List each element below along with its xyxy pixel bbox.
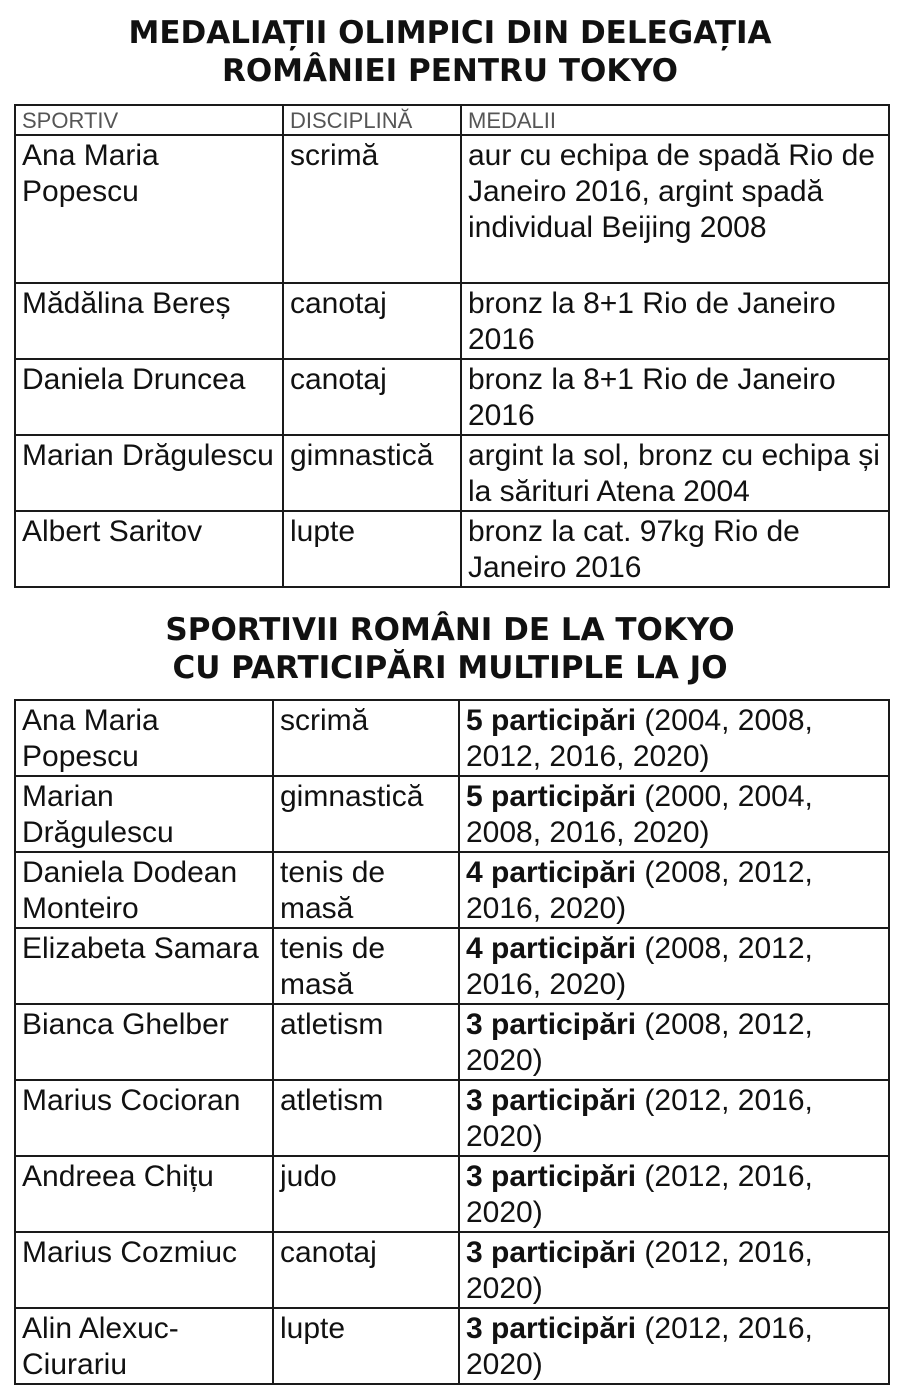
athlete-participations [459, 1308, 889, 1384]
athlete-medals: bronz la 8+1 Rio de Janeiro 2016 [461, 283, 889, 359]
participation-count: 5 participări [466, 780, 637, 813]
table-row [15, 1308, 889, 1384]
section2-title-line1: SPORTIVII ROMÂNI DE LA TOKYO [165, 612, 735, 648]
athlete-discipline: judo [273, 1156, 459, 1232]
athlete-participations [459, 1004, 889, 1080]
section1-title-line1: MEDALIAȚII OLIMPICI DIN DELEGAȚIA [128, 15, 772, 51]
athlete-discipline: atletism [273, 1004, 459, 1080]
athlete-name: Alin Alexuc-Ciurariu [15, 1308, 273, 1384]
table-row [15, 776, 889, 852]
athlete-name: Elizabeta Samara [15, 928, 273, 1004]
table-row [15, 852, 889, 928]
athlete-medals: aur cu echipa de spadă Rio de Janeiro 2016, argint spadă individual Beijing 2008 [461, 135, 889, 283]
participation-count: 5 participări [466, 704, 637, 737]
athlete-participations [459, 1080, 889, 1156]
athlete-name: Albert Saritov [15, 511, 283, 587]
column-header-discipline: DISCIPLINĂ [283, 105, 461, 135]
table-header-row [15, 105, 889, 135]
table-row [15, 1004, 889, 1080]
athlete-name: Ana Maria Popescu [15, 135, 283, 283]
multiple-participations-table [14, 699, 890, 1385]
athlete-name: Marian Drăgulescu [15, 776, 273, 852]
participation-years: (2004, 2008, 2012, 2016, 2020) [466, 704, 813, 773]
table-row [15, 359, 889, 435]
participation-years: (2008, 2012, 2016, 2020) [466, 856, 813, 925]
athlete-discipline: lupte [283, 511, 461, 587]
athlete-name: Daniela Dodean Monteiro [15, 852, 273, 928]
participation-count: 3 participări [466, 1008, 637, 1041]
participation-count: 3 participări [466, 1084, 637, 1117]
participation-years: (2012, 2016, 2020) [466, 1160, 813, 1229]
table-row [15, 1232, 889, 1308]
athlete-participations [459, 700, 889, 776]
athlete-discipline: gimnastică [283, 435, 461, 511]
athlete-medals: bronz la cat. 97kg Rio de Janeiro 2016 [461, 511, 889, 587]
column-header-athlete: SPORTIV [15, 105, 283, 135]
participation-years: (2012, 2016, 2020) [466, 1236, 813, 1305]
athlete-name: Ana Maria Popescu [15, 700, 273, 776]
section1-title-line2: ROMÂNIEI PENTRU TOKYO [221, 53, 679, 89]
athlete-name: Mădălina Bereș [15, 283, 283, 359]
table-row [15, 1080, 889, 1156]
table-row [15, 700, 889, 776]
participation-count: 3 participări [466, 1312, 637, 1345]
athlete-name: Bianca Ghelber [15, 1004, 273, 1080]
participation-count: 4 participări [466, 932, 637, 965]
athlete-participations [459, 928, 889, 1004]
table-row [15, 928, 889, 1004]
medalists-table [14, 104, 890, 588]
athlete-name: Andreea Chițu [15, 1156, 273, 1232]
athlete-participations [459, 1156, 889, 1232]
participation-years: (2008, 2012, 2020) [466, 1008, 813, 1077]
athlete-discipline: canotaj [273, 1232, 459, 1308]
table-row [15, 435, 889, 511]
table-row [15, 511, 889, 587]
athlete-medals: argint la sol, bronz cu echipa și la sărituri Atena 2004 [461, 435, 889, 511]
participation-count: 4 participări [466, 856, 637, 889]
athlete-participations [459, 1232, 889, 1308]
section2-title-line2: CU PARTICIPĂRI MULTIPLE LA JO [172, 650, 728, 686]
column-header-medals: MEDALII [461, 105, 889, 135]
athlete-participations [459, 852, 889, 928]
athlete-participations [459, 776, 889, 852]
athlete-discipline: scrimă [283, 135, 461, 283]
athlete-name: Marius Cocioran [15, 1080, 273, 1156]
section2-title [0, 611, 900, 687]
table-row [15, 135, 889, 283]
athlete-name: Daniela Druncea [15, 359, 283, 435]
athlete-discipline: scrimă [273, 700, 459, 776]
table-row [15, 1156, 889, 1232]
athlete-discipline: canotaj [283, 359, 461, 435]
athlete-discipline: canotaj [283, 283, 461, 359]
participation-count: 3 participări [466, 1236, 637, 1269]
section1-title [0, 14, 900, 90]
athlete-discipline: tenis de masă [273, 852, 459, 928]
table-row [15, 283, 889, 359]
participation-count: 3 participări [466, 1160, 637, 1193]
participation-years: (2012, 2016, 2020) [466, 1084, 813, 1153]
athlete-discipline: lupte [273, 1308, 459, 1384]
athlete-discipline: atletism [273, 1080, 459, 1156]
participation-years: (2012, 2016, 2020) [466, 1312, 813, 1381]
athlete-medals: bronz la 8+1 Rio de Janeiro 2016 [461, 359, 889, 435]
participation-years: (2000, 2004, 2008, 2016, 2020) [466, 780, 813, 849]
athlete-name: Marius Cozmiuc [15, 1232, 273, 1308]
athlete-discipline: tenis de masă [273, 928, 459, 1004]
athlete-name: Marian Drăgulescu [15, 435, 283, 511]
participation-years: (2008, 2012, 2016, 2020) [466, 932, 813, 1001]
athlete-discipline: gimnastică [273, 776, 459, 852]
